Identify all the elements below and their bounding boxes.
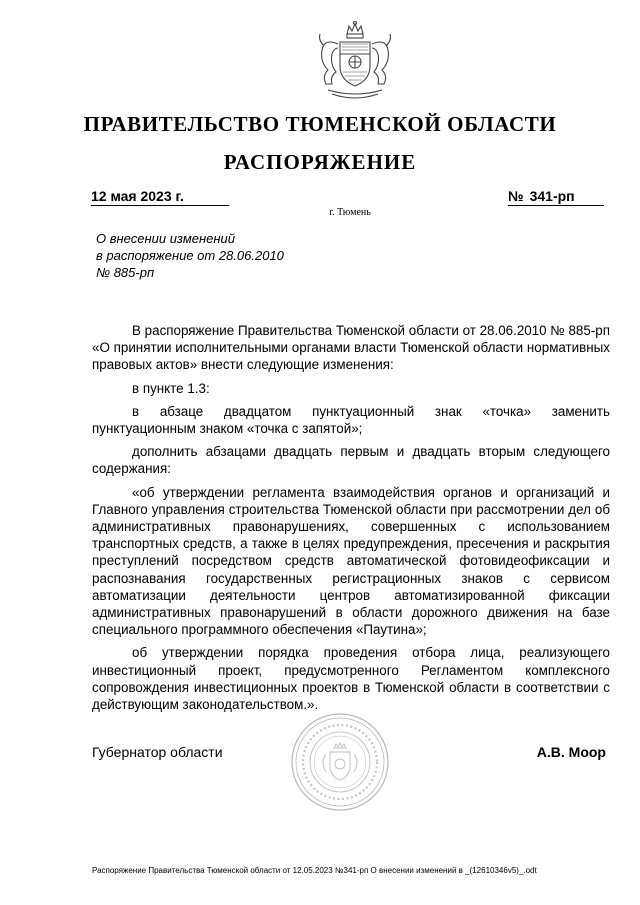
document-subject	[96, 230, 284, 281]
number-value: 341-рп	[529, 188, 575, 204]
document-type-title: РАСПОРЯЖЕНИЕ	[223, 150, 417, 174]
government-title: ПРАВИТЕЛЬСТВО ТЮМЕНСКОЙ ОБЛАСТИ	[83, 112, 557, 136]
number-sign: №	[508, 188, 524, 204]
official-seal-icon	[290, 712, 390, 812]
subject-line: № 885-рп	[96, 265, 155, 280]
subject-line: в распоряжение от 28.06.2010	[96, 248, 284, 263]
body-paragraph: в абзаце двадцатом пунктуационный знак «точка» заменить пунктуационным знаком «точка с запятой»;	[92, 403, 610, 437]
signer-name: А.В. Моор	[536, 744, 606, 760]
city-label: г. Тюмень	[329, 207, 371, 218]
body-paragraph: об утверждении порядка проведения отбора лица, реализующего инвестиционный проект, предусмотренного Регламентом комплексного сопровождения инвестиционных проектов в Тюменской области в соответствии с действующим законодательством.».	[92, 645, 610, 713]
document-footer: Распоряжение Правительства Тюменской области от 12.05.2023 №341-рп О внесении изменений в _(12610346v5)_.odt	[92, 866, 537, 875]
coat-of-arms-icon	[310, 20, 400, 102]
document-body	[92, 322, 610, 719]
body-paragraph: дополнить абзацами двадцать первым и двадцать вторым следующего содержания:	[92, 444, 610, 477]
body-paragraph: В распоряжение Правительства Тюменской области от 28.06.2010 № 885-рп «О принятии исполнительными органами власти Тюменской области нормативных правовых актов» внести следующие изменения:	[92, 323, 610, 373]
subject-line: О внесении изменений	[96, 231, 235, 246]
document-number	[508, 188, 604, 206]
signer-role: Губернатор области	[92, 744, 223, 760]
body-paragraph: в пункте 1.3:	[132, 380, 210, 396]
document-date: 12 мая 2023 г.	[91, 188, 229, 206]
body-paragraph: «об утверждении регламента взаимодействия органов и организаций и Главного управления строительства Тюменской области при рассмотрении дел об административных правонарушениях, совершенных с использованием транспортных средств, а также в целях предупреждения, пресечения и раскрытия преступлений посредством средств автоматической фотовидеофиксации и распознавания государственных регистрационных знаков с сервисом автоматизации деятельности центров автоматизированной фиксации административных правонарушений в области дорожного движения на базе специального программного обеспечения «Паутина»;	[92, 484, 610, 638]
